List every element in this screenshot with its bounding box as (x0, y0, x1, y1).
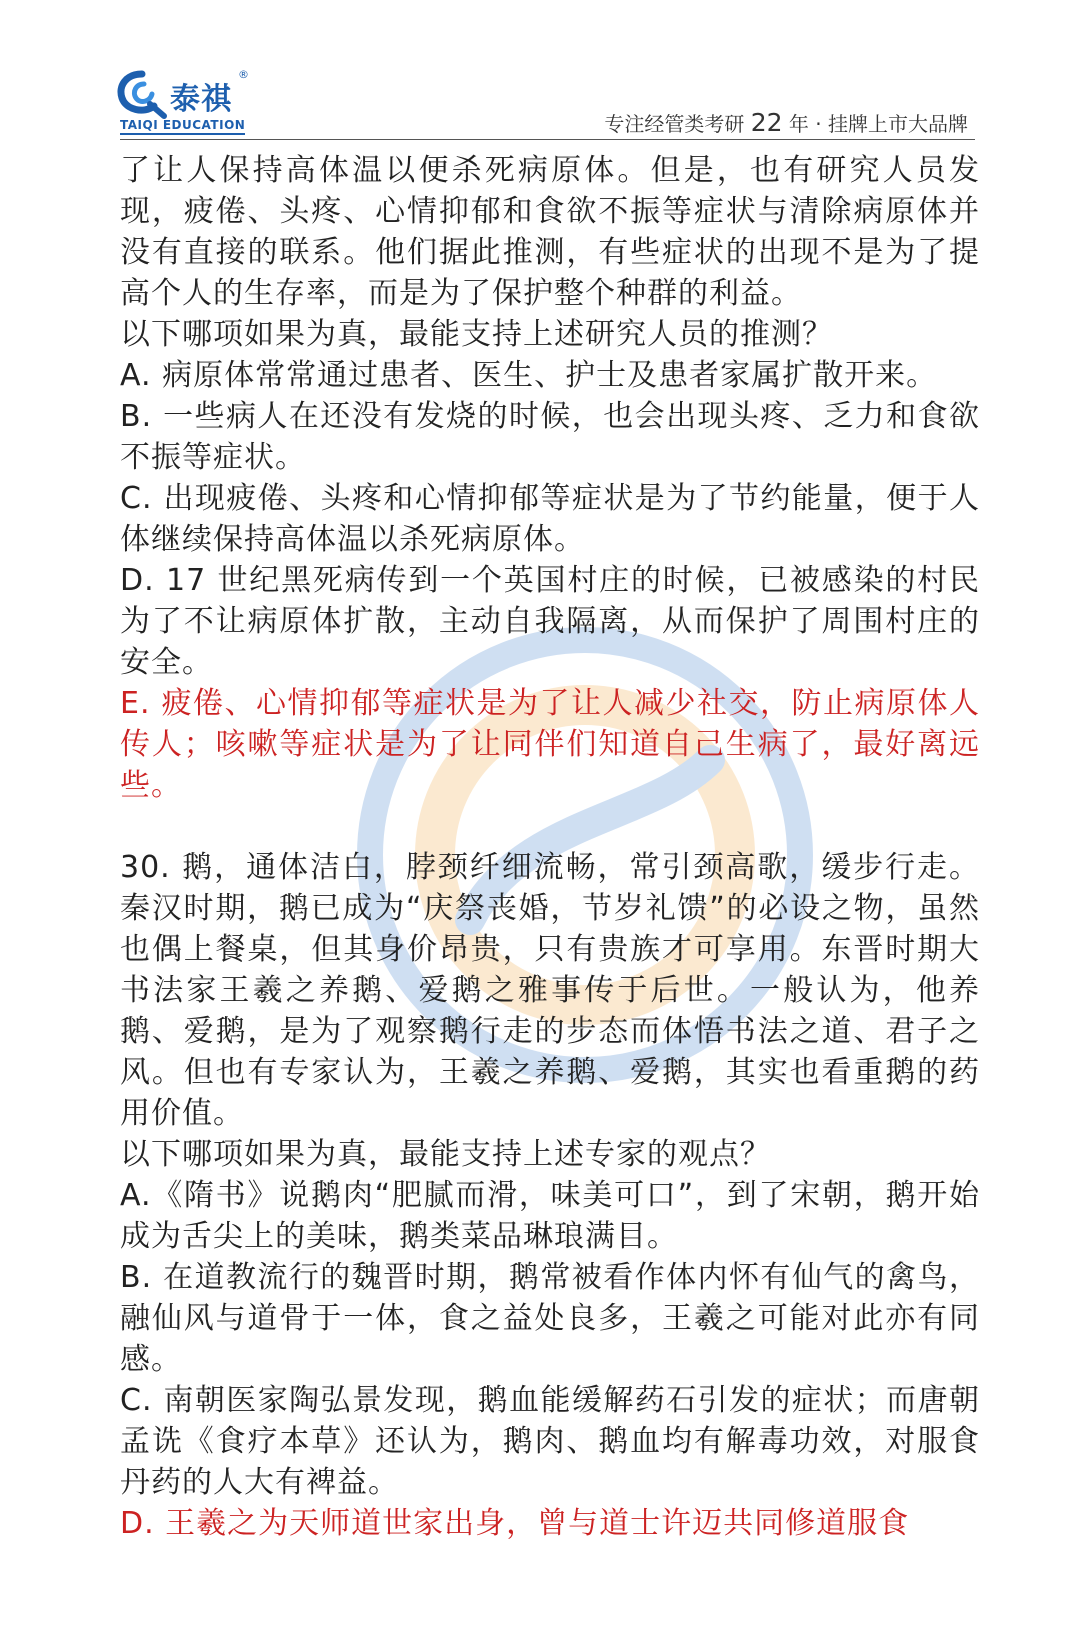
logo-name: 泰祺 (170, 82, 232, 117)
q29-option-e-answer: E. 疲倦、心情抑郁等症状是为了让人减少社交，防止病原体人传人；咳嗽等症状是为了让同伴们知道自己生病了，最好离远些。 (120, 686, 980, 803)
question-spacer (120, 806, 980, 847)
q30-question: 以下哪项如果为真，最能支持上述专家的观点？ (120, 1137, 771, 1172)
q29-option-c: C. 出现疲倦、头疼和心情抑郁等症状是为了节约能量，便于人体继续保持高体温以杀死病原体。 (120, 481, 980, 557)
header-tagline (604, 108, 968, 137)
tagline-years: 22 (750, 108, 783, 137)
q30-stem: 30. 鹅，通体洁白，脖颈纤细流畅，常引颈高歌，缓步行走。秦汉时期，鹅已成为“庆祭丧婚，节岁礼馈”的必设之物，虽然也偶上餐桌，但其身价昂贵，只有贵族才可享用。东晋时期大书法家王羲之养鹅、爱鹅之雅事传于后世。一般认为，他养鹅、爱鹅，是为了观察鹅行走的步态而体悟书法之道、君子之风。但也有专家认为，王羲之养鹅、爱鹅，其实也看重鹅的药用价值。 (120, 850, 980, 1131)
page-content (120, 150, 980, 1544)
page-header (0, 0, 1080, 145)
q29-stem-tail: 了让人保持高体温以便杀死病原体。但是，也有研究人员发现，疲倦、头疼、心情抑郁和食欲不振等症状与清除病原体并没有直接的联系。他们据此推测，有些症状的出现不是为了提高个人的生存率，而是为了保护整个种群的利益。 (120, 153, 980, 311)
logo-english: TAIQI EDUCATION (120, 118, 245, 135)
q30-option-d-answer: D. 王羲之为天师道世家出身，曾与道士许迈共同修道服食 (120, 1506, 910, 1541)
q30-option-a: A.《隋书》说鹅肉“肥腻而滑，味美可口”，到了宋朝，鹅开始成为舌尖上的美味，鹅类菜品琳琅满目。 (120, 1178, 980, 1254)
q30-option-c: C. 南朝医家陶弘景发现，鹅血能缓解药石引发的症状；而唐朝孟诜《食疗本草》还认为，鹅肉、鹅血均有解毒功效，对服食丹药的人大有裨益。 (120, 1383, 980, 1500)
registered-mark: ® (238, 68, 249, 81)
q29-option-b: B. 一些病人在还没有发烧的时候，也会出现头疼、乏力和食欲不振等症状。 (120, 399, 980, 475)
tagline-prefix: 专注经管类考研 (604, 112, 745, 136)
taiqi-logo (120, 68, 270, 140)
header-divider (120, 139, 975, 140)
q29-option-a: A. 病原体常常通过患者、医生、护士及患者家属扩散开来。 (120, 358, 938, 393)
tagline-suffix: 年 · 挂牌上市大品牌 (788, 112, 968, 136)
q29-question: 以下哪项如果为真，最能支持上述研究人员的推测？ (120, 317, 833, 352)
logo-swirl-icon (114, 68, 170, 120)
q30-option-b: B. 在道教流行的魏晋时期，鹅常被看作体内怀有仙气的禽鸟，融仙风与道骨于一体，食之益处良多，王羲之可能对此亦有同感。 (120, 1260, 980, 1377)
q29-option-d: D. 17 世纪黑死病传到一个英国村庄的时候，已被感染的村民为了不让病原体扩散，主动自我隔离，从而保护了周围村庄的安全。 (120, 563, 980, 680)
